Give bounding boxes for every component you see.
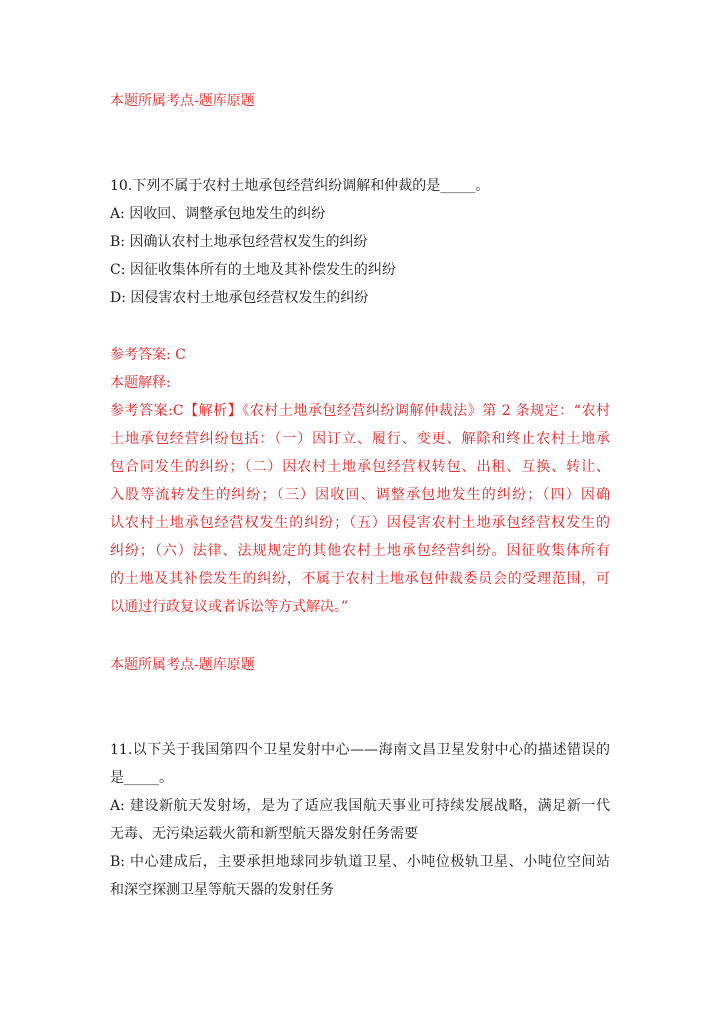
question-10-explanation-line: 的土地及其补偿发生的纠纷，不属于农村土地承包仲裁委员会的受理范围，可	[110, 571, 610, 587]
question-10-option-a: A: 因收回、调整承包地发生的纠纷	[110, 206, 326, 222]
question-10-stem: 10.下列不属于农村土地承包经营纠纷调解和仲裁的是_____。	[110, 178, 490, 194]
question-10-explanation-line: 参考答案:C【解析】《农村土地承包经营纠纷调解仲裁法》第 2 条规定：“农村	[110, 403, 610, 419]
question-11-stem-line: 是_____。	[110, 770, 173, 786]
question-10-explanation-line: 纠纷；（六）法律、法规规定的其他农村土地承包经营纠纷。因征收集体所有	[110, 543, 610, 559]
question-10-option-b: B: 因确认农村土地承包经营权发生的纠纷	[110, 234, 368, 250]
question-10-option-c: C: 因征收集体所有的土地及其补偿发生的纠纷	[110, 262, 396, 278]
question-11-stem-line: 11.以下关于我国第四个卫星发射中心——海南文昌卫星发射中心的描述错误的	[110, 742, 610, 758]
question-11-option-a-line: 无毒、无污染运载火箭和新型航天器发射任务需要	[110, 826, 418, 842]
question-10-explanation-line: 以通过行政复议或者诉讼等方式解决。”	[110, 599, 349, 615]
question-10-explanation-line: 认农村土地承包经营权发生的纠纷；（五）因侵害农村土地承包经营权发生的	[110, 515, 610, 531]
question-11-option-b-line: B: 中心建成后，主要承担地球同步轨道卫星、小吨位极轨卫星、小吨位空间站	[110, 854, 610, 870]
question-11-option-a-line: A: 建设新航天发射场，是为了适应我国航天事业可持续发展战略，满足新一代	[110, 798, 610, 814]
question-10-explanation-line: 包合同发生的纠纷；（二）因农村土地承包经营权转包、出租、互换、转让、	[110, 459, 610, 475]
question-10-explanation-line: 土地承包经营纠纷包括：（一）因订立、履行、变更、解除和终止农村土地承	[110, 431, 610, 447]
question-10-explanation-line: 入股等流转发生的纠纷；（三）因收回、调整承包地发生的纠纷；（四）因确	[110, 487, 610, 503]
question-source-label: 本题所属考点-题库原题	[110, 657, 255, 673]
question-10-explanation-label: 本题解释:	[110, 375, 171, 391]
question-10-option-d: D: 因侵害农村土地承包经营权发生的纠纷	[110, 290, 369, 306]
question-11-option-b-line: 和深空探测卫星等航天器的发射任务	[110, 882, 334, 898]
question-10-answer: 参考答案: C	[110, 347, 186, 363]
question-source-label: 本题所属考点-题库原题	[110, 93, 255, 109]
